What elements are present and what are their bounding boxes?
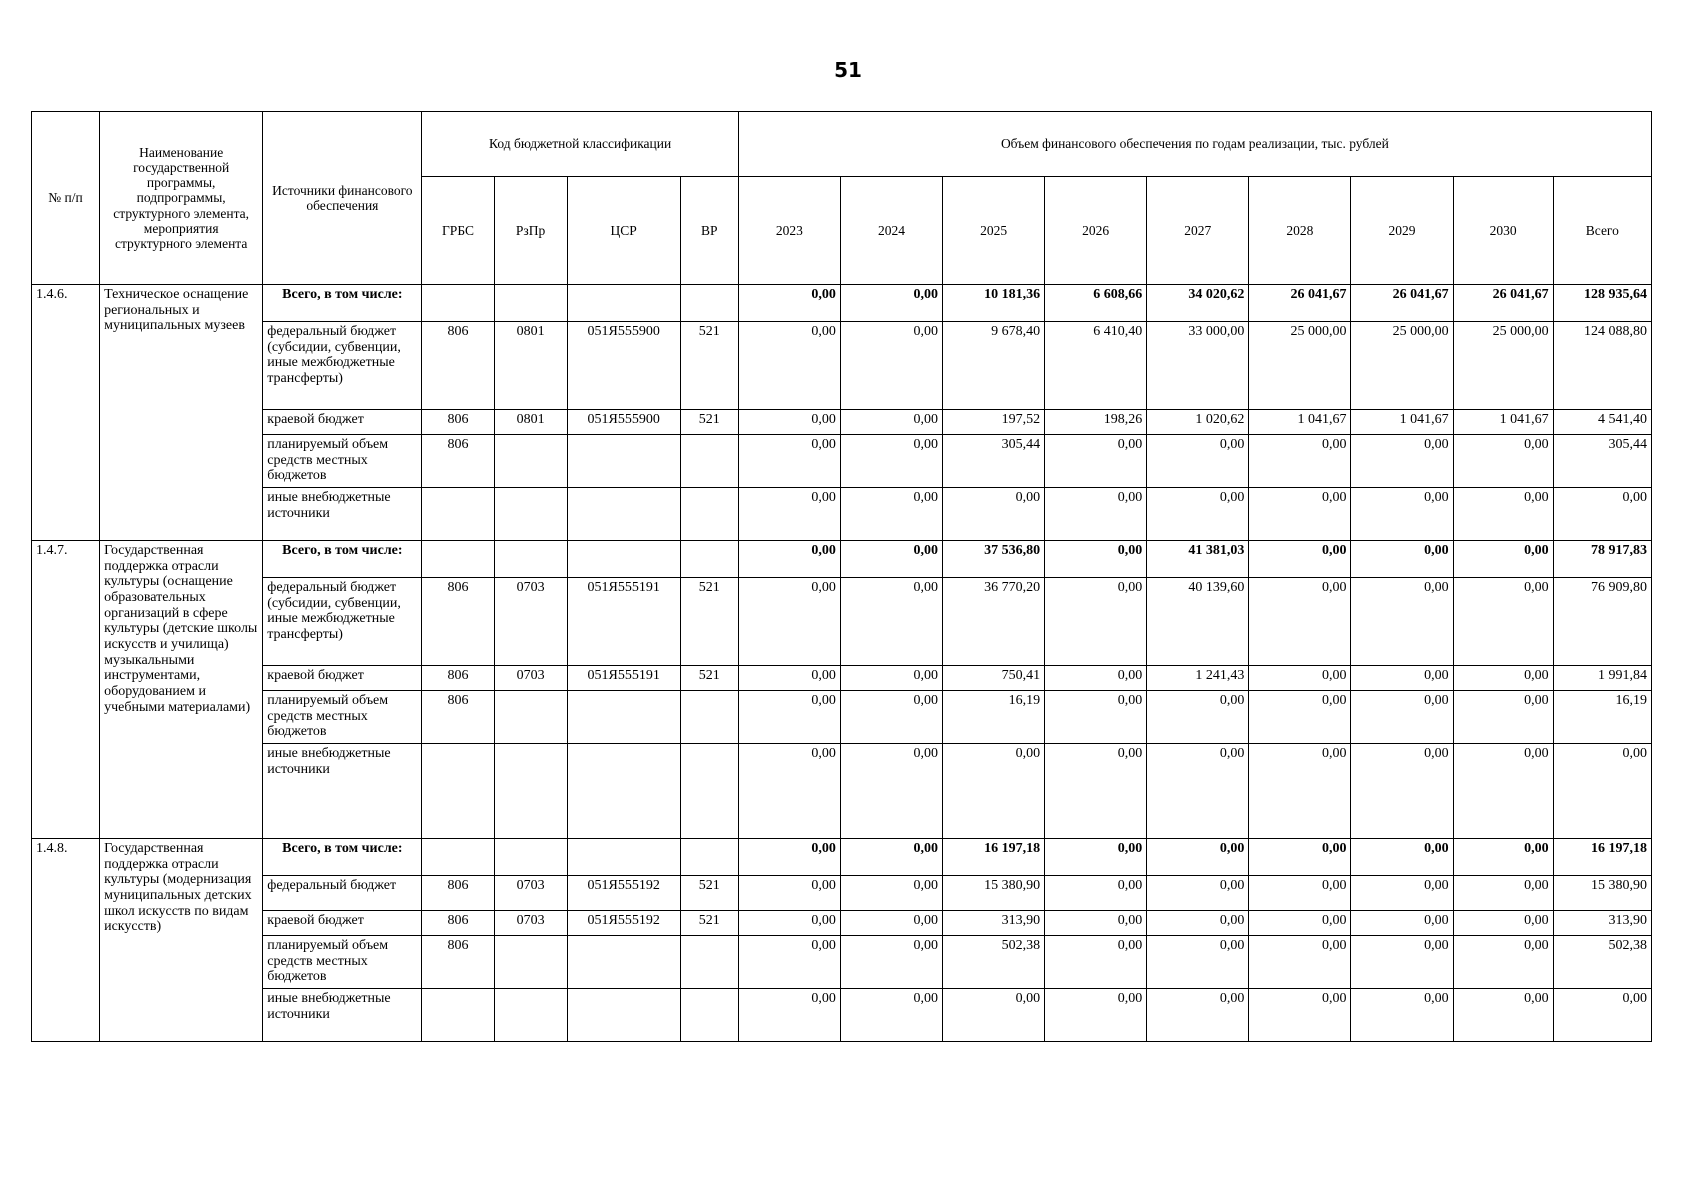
amount-cell: 0,00	[1351, 578, 1453, 666]
source-cell: Всего, в том числе:	[263, 285, 422, 322]
source-cell: федеральный бюджет	[263, 876, 422, 911]
amount-cell: 26 041,67	[1453, 285, 1553, 322]
rzpr-cell	[494, 435, 567, 488]
vr-cell	[680, 691, 738, 744]
csr-cell	[567, 435, 680, 488]
grbs-cell	[422, 989, 494, 1042]
amount-cell: 0,00	[1045, 876, 1147, 911]
amount-cell: 0,00	[1249, 578, 1351, 666]
vr-cell: 521	[680, 666, 738, 691]
amount-cell: 502,38	[943, 936, 1045, 989]
amount-cell: 16 197,18	[1553, 839, 1651, 876]
grbs-cell	[422, 285, 494, 322]
source-cell: краевой бюджет	[263, 410, 422, 435]
amount-cell: 36 770,20	[943, 578, 1045, 666]
amount-cell: 0,00	[840, 911, 942, 936]
csr-cell: 051Я555191	[567, 578, 680, 666]
amount-cell: 0,00	[1553, 744, 1651, 839]
amount-cell: 15 380,90	[943, 876, 1045, 911]
header-year-2025: 2025	[943, 177, 1045, 285]
budget-table	[31, 111, 1652, 1042]
source-cell: краевой бюджет	[263, 666, 422, 691]
grbs-cell: 806	[422, 435, 494, 488]
rzpr-cell	[494, 285, 567, 322]
amount-cell: 0,00	[840, 989, 942, 1042]
amount-cell: 0,00	[738, 285, 840, 322]
table-row	[32, 744, 1652, 839]
source-cell: Всего, в том числе:	[263, 839, 422, 876]
amount-cell: 0,00	[1045, 744, 1147, 839]
row-number: 1.4.7.	[32, 541, 100, 839]
amount-cell: 1 020,62	[1147, 410, 1249, 435]
amount-cell: 37 536,80	[943, 541, 1045, 578]
amount-cell: 502,38	[1553, 936, 1651, 989]
grbs-cell	[422, 839, 494, 876]
table-row	[32, 488, 1652, 541]
grbs-cell: 806	[422, 936, 494, 989]
grbs-cell	[422, 541, 494, 578]
amount-cell: 0,00	[1453, 876, 1553, 911]
amount-cell: 0,00	[1453, 839, 1553, 876]
vr-cell	[680, 488, 738, 541]
header-year-2024: 2024	[840, 177, 942, 285]
amount-cell: 1 041,67	[1453, 410, 1553, 435]
rzpr-cell	[494, 936, 567, 989]
amount-cell: 1 041,67	[1249, 410, 1351, 435]
vr-cell: 521	[680, 410, 738, 435]
row-number: 1.4.8.	[32, 839, 100, 1042]
amount-cell: 0,00	[1351, 666, 1453, 691]
header-total: Всего	[1553, 177, 1651, 285]
csr-cell: 051Я555192	[567, 876, 680, 911]
grbs-cell: 806	[422, 322, 494, 410]
amount-cell: 0,00	[1147, 744, 1249, 839]
rzpr-cell: 0703	[494, 666, 567, 691]
grbs-cell	[422, 744, 494, 839]
grbs-cell: 806	[422, 666, 494, 691]
vr-cell	[680, 989, 738, 1042]
source-cell: иные внебюджетные источники	[263, 488, 422, 541]
amount-cell: 0,00	[943, 989, 1045, 1042]
amount-cell: 0,00	[1553, 488, 1651, 541]
amount-cell: 0,00	[1453, 541, 1553, 578]
amount-cell: 0,00	[1453, 989, 1553, 1042]
amount-cell: 16,19	[943, 691, 1045, 744]
header-year-2023: 2023	[738, 177, 840, 285]
header-grbs: ГРБС	[422, 177, 494, 285]
amount-cell: 0,00	[738, 488, 840, 541]
table-row	[32, 911, 1652, 936]
csr-cell	[567, 989, 680, 1042]
header-vr: ВР	[680, 177, 738, 285]
csr-cell	[567, 839, 680, 876]
grbs-cell: 806	[422, 876, 494, 911]
amount-cell: 0,00	[840, 541, 942, 578]
vr-cell: 521	[680, 876, 738, 911]
vr-cell	[680, 541, 738, 578]
amount-cell: 40 139,60	[1147, 578, 1249, 666]
amount-cell: 0,00	[1453, 666, 1553, 691]
amount-cell: 0,00	[738, 691, 840, 744]
amount-cell: 305,44	[943, 435, 1045, 488]
amount-cell: 0,00	[1351, 911, 1453, 936]
amount-cell: 0,00	[1249, 488, 1351, 541]
amount-cell: 0,00	[1453, 435, 1553, 488]
table-row	[32, 285, 1652, 322]
amount-cell: 76 909,80	[1553, 578, 1651, 666]
amount-cell: 0,00	[943, 744, 1045, 839]
amount-cell: 0,00	[1249, 989, 1351, 1042]
amount-cell: 305,44	[1553, 435, 1651, 488]
amount-cell: 0,00	[1249, 691, 1351, 744]
amount-cell: 0,00	[1147, 839, 1249, 876]
amount-cell: 0,00	[1045, 578, 1147, 666]
amount-cell: 0,00	[1147, 911, 1249, 936]
amount-cell: 0,00	[1045, 666, 1147, 691]
table-row	[32, 989, 1652, 1042]
csr-cell	[567, 691, 680, 744]
amount-cell: 0,00	[1249, 744, 1351, 839]
amount-cell: 0,00	[840, 744, 942, 839]
amount-cell: 128 935,64	[1553, 285, 1651, 322]
amount-cell: 0,00	[1045, 936, 1147, 989]
amount-cell: 9 678,40	[943, 322, 1045, 410]
table-row	[32, 876, 1652, 911]
amount-cell: 0,00	[840, 285, 942, 322]
amount-cell: 0,00	[738, 744, 840, 839]
rzpr-cell: 0703	[494, 578, 567, 666]
vr-cell: 521	[680, 911, 738, 936]
row-number: 1.4.6.	[32, 285, 100, 541]
vr-cell	[680, 285, 738, 322]
amount-cell: 0,00	[1147, 876, 1249, 911]
csr-cell	[567, 488, 680, 541]
measure-name: Техническое оснащение региональных и муниципальных музеев	[100, 285, 263, 541]
header-budget-code: Код бюджетной классификации	[422, 112, 738, 177]
amount-cell: 25 000,00	[1351, 322, 1453, 410]
rzpr-cell	[494, 839, 567, 876]
amount-cell: 0,00	[1249, 435, 1351, 488]
source-cell: иные внебюджетные источники	[263, 744, 422, 839]
amount-cell: 0,00	[1147, 936, 1249, 989]
amount-cell: 0,00	[738, 876, 840, 911]
amount-cell: 0,00	[738, 322, 840, 410]
page-number: 51	[834, 58, 862, 82]
csr-cell	[567, 285, 680, 322]
amount-cell: 4 541,40	[1553, 410, 1651, 435]
amount-cell: 0,00	[1453, 911, 1553, 936]
amount-cell: 15 380,90	[1553, 876, 1651, 911]
amount-cell: 124 088,80	[1553, 322, 1651, 410]
source-cell: планируемый объем средств местных бюджетов	[263, 936, 422, 989]
amount-cell: 25 000,00	[1453, 322, 1553, 410]
source-cell: федеральный бюджет (субсидии, субвенции, иные межбюджетные трансферты)	[263, 322, 422, 410]
vr-cell	[680, 435, 738, 488]
amount-cell: 10 181,36	[943, 285, 1045, 322]
amount-cell: 0,00	[1045, 911, 1147, 936]
amount-cell: 0,00	[1045, 488, 1147, 541]
amount-cell: 0,00	[738, 839, 840, 876]
amount-cell: 0,00	[738, 435, 840, 488]
amount-cell: 0,00	[1045, 989, 1147, 1042]
amount-cell: 0,00	[1045, 691, 1147, 744]
vr-cell	[680, 839, 738, 876]
header-rzpr: РзПр	[494, 177, 567, 285]
table-body	[32, 285, 1652, 1042]
source-cell: иные внебюджетные источники	[263, 989, 422, 1042]
amount-cell: 0,00	[840, 666, 942, 691]
amount-cell: 16,19	[1553, 691, 1651, 744]
amount-cell: 0,00	[1045, 839, 1147, 876]
amount-cell: 0,00	[1453, 691, 1553, 744]
table-row	[32, 541, 1652, 578]
vr-cell	[680, 936, 738, 989]
csr-cell: 051Я555900	[567, 322, 680, 410]
source-cell: федеральный бюджет (субсидии, субвенции, иные межбюджетные трансферты)	[263, 578, 422, 666]
amount-cell: 26 041,67	[1351, 285, 1453, 322]
amount-cell: 0,00	[1351, 691, 1453, 744]
amount-cell: 0,00	[1553, 989, 1651, 1042]
source-cell: планируемый объем средств местных бюджетов	[263, 691, 422, 744]
grbs-cell: 806	[422, 911, 494, 936]
amount-cell: 0,00	[1453, 744, 1553, 839]
amount-cell: 0,00	[840, 578, 942, 666]
amount-cell: 0,00	[1453, 488, 1553, 541]
amount-cell: 0,00	[840, 839, 942, 876]
rzpr-cell: 0703	[494, 911, 567, 936]
vr-cell: 521	[680, 322, 738, 410]
csr-cell: 051Я555191	[567, 666, 680, 691]
amount-cell: 1 991,84	[1553, 666, 1651, 691]
amount-cell: 0,00	[1147, 989, 1249, 1042]
amount-cell: 0,00	[840, 936, 942, 989]
amount-cell: 0,00	[1249, 541, 1351, 578]
amount-cell: 0,00	[840, 322, 942, 410]
grbs-cell: 806	[422, 410, 494, 435]
amount-cell: 0,00	[738, 666, 840, 691]
amount-cell: 0,00	[1249, 666, 1351, 691]
amount-cell: 0,00	[1351, 541, 1453, 578]
grbs-cell: 806	[422, 691, 494, 744]
amount-cell: 0,00	[840, 876, 942, 911]
amount-cell: 0,00	[1147, 488, 1249, 541]
amount-cell: 6 608,66	[1045, 285, 1147, 322]
amount-cell: 750,41	[943, 666, 1045, 691]
vr-cell: 521	[680, 578, 738, 666]
measure-name: Государственная поддержка отрасли культуры (оснащение образовательных организаций в сфере культуры (детские школы искусств и училища) музыкальными инструментами, оборудованием и учебными материалами)	[100, 541, 263, 839]
header-source: Источники финансового обеспечения	[263, 112, 422, 285]
amount-cell: 0,00	[738, 578, 840, 666]
rzpr-cell: 0801	[494, 322, 567, 410]
table-row	[32, 410, 1652, 435]
amount-cell: 0,00	[1351, 488, 1453, 541]
amount-cell: 33 000,00	[1147, 322, 1249, 410]
amount-cell: 0,00	[1045, 435, 1147, 488]
amount-cell: 0,00	[1453, 936, 1553, 989]
rzpr-cell	[494, 691, 567, 744]
amount-cell: 0,00	[840, 410, 942, 435]
amount-cell: 0,00	[738, 989, 840, 1042]
amount-cell: 0,00	[840, 691, 942, 744]
csr-cell	[567, 541, 680, 578]
amount-cell: 197,52	[943, 410, 1045, 435]
amount-cell: 313,90	[943, 911, 1045, 936]
table-row	[32, 839, 1652, 876]
amount-cell: 6 410,40	[1045, 322, 1147, 410]
table-row	[32, 691, 1652, 744]
header-year-2029: 2029	[1351, 177, 1453, 285]
header-year-2026: 2026	[1045, 177, 1147, 285]
csr-cell	[567, 744, 680, 839]
amount-cell: 0,00	[738, 410, 840, 435]
amount-cell: 0,00	[1351, 744, 1453, 839]
measure-name: Государственная поддержка отрасли культуры (модернизация муниципальных детских школ искусств по видам искусств)	[100, 839, 263, 1042]
amount-cell: 25 000,00	[1249, 322, 1351, 410]
vr-cell	[680, 744, 738, 839]
header-name: Наименование государственной программы, подпрограммы, структурного элемента, мероприятия структурного элемента	[100, 112, 263, 285]
rzpr-cell	[494, 744, 567, 839]
header-year-2027: 2027	[1147, 177, 1249, 285]
table-row	[32, 578, 1652, 666]
amount-cell: 0,00	[1045, 541, 1147, 578]
table-row	[32, 322, 1652, 410]
amount-cell: 78 917,83	[1553, 541, 1651, 578]
amount-cell: 0,00	[1351, 876, 1453, 911]
amount-cell: 0,00	[943, 488, 1045, 541]
amount-cell: 0,00	[1351, 936, 1453, 989]
amount-cell: 41 381,03	[1147, 541, 1249, 578]
amount-cell: 0,00	[738, 936, 840, 989]
header-num: № п/п	[32, 112, 100, 285]
rzpr-cell	[494, 541, 567, 578]
source-cell: краевой бюджет	[263, 911, 422, 936]
header-volume: Объем финансового обеспечения по годам реализации, тыс. рублей	[738, 112, 1651, 177]
rzpr-cell	[494, 488, 567, 541]
source-cell: планируемый объем средств местных бюджетов	[263, 435, 422, 488]
csr-cell: 051Я555900	[567, 410, 680, 435]
header-year-2030: 2030	[1453, 177, 1553, 285]
table-row	[32, 666, 1652, 691]
grbs-cell: 806	[422, 578, 494, 666]
amount-cell: 0,00	[1351, 839, 1453, 876]
amount-cell: 0,00	[1249, 839, 1351, 876]
amount-cell: 0,00	[738, 541, 840, 578]
amount-cell: 0,00	[1351, 435, 1453, 488]
amount-cell: 0,00	[1147, 435, 1249, 488]
header-year-2028: 2028	[1249, 177, 1351, 285]
amount-cell: 34 020,62	[1147, 285, 1249, 322]
amount-cell: 0,00	[1249, 936, 1351, 989]
amount-cell: 0,00	[1453, 578, 1553, 666]
amount-cell: 0,00	[1249, 911, 1351, 936]
amount-cell: 198,26	[1045, 410, 1147, 435]
amount-cell: 0,00	[1249, 876, 1351, 911]
amount-cell: 0,00	[840, 488, 942, 541]
amount-cell: 26 041,67	[1249, 285, 1351, 322]
source-cell: Всего, в том числе:	[263, 541, 422, 578]
amount-cell: 1 041,67	[1351, 410, 1453, 435]
grbs-cell	[422, 488, 494, 541]
amount-cell: 0,00	[1147, 691, 1249, 744]
amount-cell: 0,00	[840, 435, 942, 488]
amount-cell: 0,00	[1351, 989, 1453, 1042]
rzpr-cell: 0801	[494, 410, 567, 435]
header-csr: ЦСР	[567, 177, 680, 285]
amount-cell: 16 197,18	[943, 839, 1045, 876]
csr-cell	[567, 936, 680, 989]
table-row	[32, 435, 1652, 488]
csr-cell: 051Я555192	[567, 911, 680, 936]
amount-cell: 0,00	[738, 911, 840, 936]
table-row	[32, 936, 1652, 989]
rzpr-cell	[494, 989, 567, 1042]
amount-cell: 313,90	[1553, 911, 1651, 936]
rzpr-cell: 0703	[494, 876, 567, 911]
amount-cell: 1 241,43	[1147, 666, 1249, 691]
